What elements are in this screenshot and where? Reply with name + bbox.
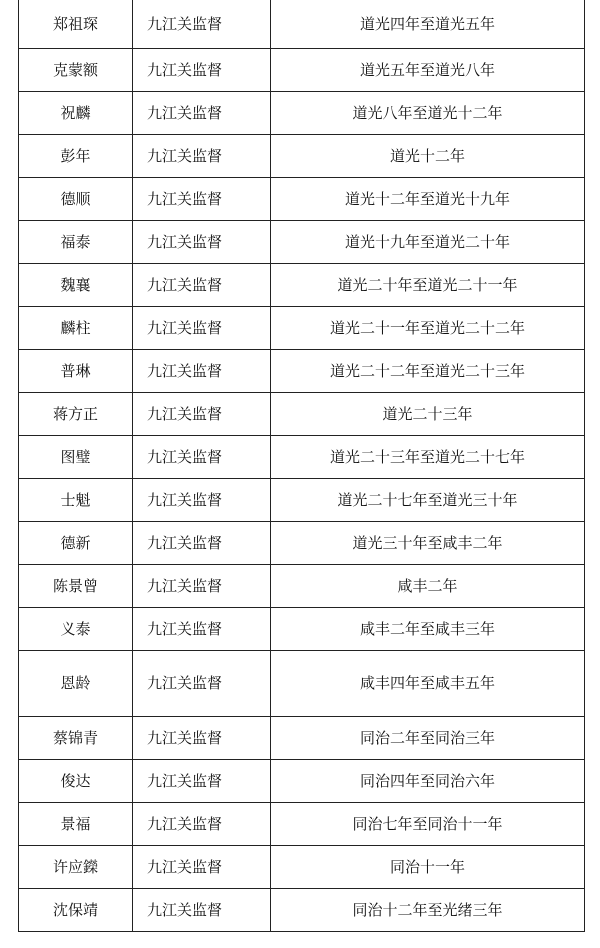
table-row	[19, 435, 585, 478]
official-name: 蔡锦青	[19, 716, 133, 759]
table-row	[19, 478, 585, 521]
official-name: 士魁	[19, 478, 133, 521]
official-period: 同治七年至同治十一年	[271, 802, 585, 845]
official-period: 道光十九年至道光二十年	[271, 220, 585, 263]
official-period: 道光二十一年至道光二十二年	[271, 306, 585, 349]
official-office: 九江关监督	[133, 349, 271, 392]
official-office: 九江关监督	[133, 48, 271, 91]
official-name: 普琳	[19, 349, 133, 392]
table-row	[19, 177, 585, 220]
official-name: 许应鑅	[19, 845, 133, 888]
official-office: 九江关监督	[133, 521, 271, 564]
official-office: 九江关监督	[133, 435, 271, 478]
official-office: 九江关监督	[133, 0, 271, 48]
table-row	[19, 263, 585, 306]
officials-table-body	[19, 0, 585, 931]
table-row	[19, 650, 585, 716]
official-office: 九江关监督	[133, 564, 271, 607]
official-name: 沈保靖	[19, 888, 133, 931]
official-name: 恩龄	[19, 650, 133, 716]
official-office: 九江关监督	[133, 650, 271, 716]
official-name: 陈景曾	[19, 564, 133, 607]
table-row	[19, 521, 585, 564]
official-name: 麟柱	[19, 306, 133, 349]
official-period: 道光十二年至道光十九年	[271, 177, 585, 220]
official-name: 克蒙额	[19, 48, 133, 91]
table-row	[19, 392, 585, 435]
official-period: 同治四年至同治六年	[271, 759, 585, 802]
official-period: 道光二十年至道光二十一年	[271, 263, 585, 306]
table-row	[19, 91, 585, 134]
official-name: 景福	[19, 802, 133, 845]
official-name: 义泰	[19, 607, 133, 650]
official-period: 咸丰二年至咸丰三年	[271, 607, 585, 650]
official-period: 同治十二年至光绪三年	[271, 888, 585, 931]
official-office: 九江关监督	[133, 716, 271, 759]
table-row	[19, 48, 585, 91]
official-name: 图璧	[19, 435, 133, 478]
official-name: 俊达	[19, 759, 133, 802]
official-office: 九江关监督	[133, 845, 271, 888]
table-row	[19, 134, 585, 177]
official-name: 郑祖琛	[19, 0, 133, 48]
table-row	[19, 888, 585, 931]
table-row	[19, 0, 585, 48]
official-office: 九江关监督	[133, 91, 271, 134]
official-period: 道光二十三年	[271, 392, 585, 435]
table-row	[19, 802, 585, 845]
official-period: 道光五年至道光八年	[271, 48, 585, 91]
official-period: 道光十二年	[271, 134, 585, 177]
table-row	[19, 607, 585, 650]
official-office: 九江关监督	[133, 263, 271, 306]
official-name: 德顺	[19, 177, 133, 220]
official-period: 道光二十七年至道光三十年	[271, 478, 585, 521]
official-office: 九江关监督	[133, 759, 271, 802]
table-row	[19, 349, 585, 392]
official-name: 蒋方正	[19, 392, 133, 435]
official-period: 道光三十年至咸丰二年	[271, 521, 585, 564]
official-period: 道光二十三年至道光二十七年	[271, 435, 585, 478]
official-name: 祝麟	[19, 91, 133, 134]
official-office: 九江关监督	[133, 478, 271, 521]
official-name: 彭年	[19, 134, 133, 177]
official-office: 九江关监督	[133, 306, 271, 349]
official-office: 九江关监督	[133, 802, 271, 845]
table-row	[19, 564, 585, 607]
table-row	[19, 306, 585, 349]
official-period: 同治二年至同治三年	[271, 716, 585, 759]
official-office: 九江关监督	[133, 392, 271, 435]
official-office: 九江关监督	[133, 220, 271, 263]
official-period: 道光八年至道光十二年	[271, 91, 585, 134]
official-office: 九江关监督	[133, 607, 271, 650]
official-period: 道光四年至道光五年	[271, 0, 585, 48]
table-row	[19, 716, 585, 759]
official-period: 咸丰二年	[271, 564, 585, 607]
official-office: 九江关监督	[133, 134, 271, 177]
table-row	[19, 845, 585, 888]
official-name: 德新	[19, 521, 133, 564]
table-row	[19, 759, 585, 802]
official-office: 九江关监督	[133, 177, 271, 220]
official-period: 道光二十二年至道光二十三年	[271, 349, 585, 392]
table-row	[19, 220, 585, 263]
officials-table	[18, 0, 585, 932]
official-period: 咸丰四年至咸丰五年	[271, 650, 585, 716]
official-period: 同治十一年	[271, 845, 585, 888]
official-office: 九江关监督	[133, 888, 271, 931]
official-name: 魏襄	[19, 263, 133, 306]
official-name: 福泰	[19, 220, 133, 263]
